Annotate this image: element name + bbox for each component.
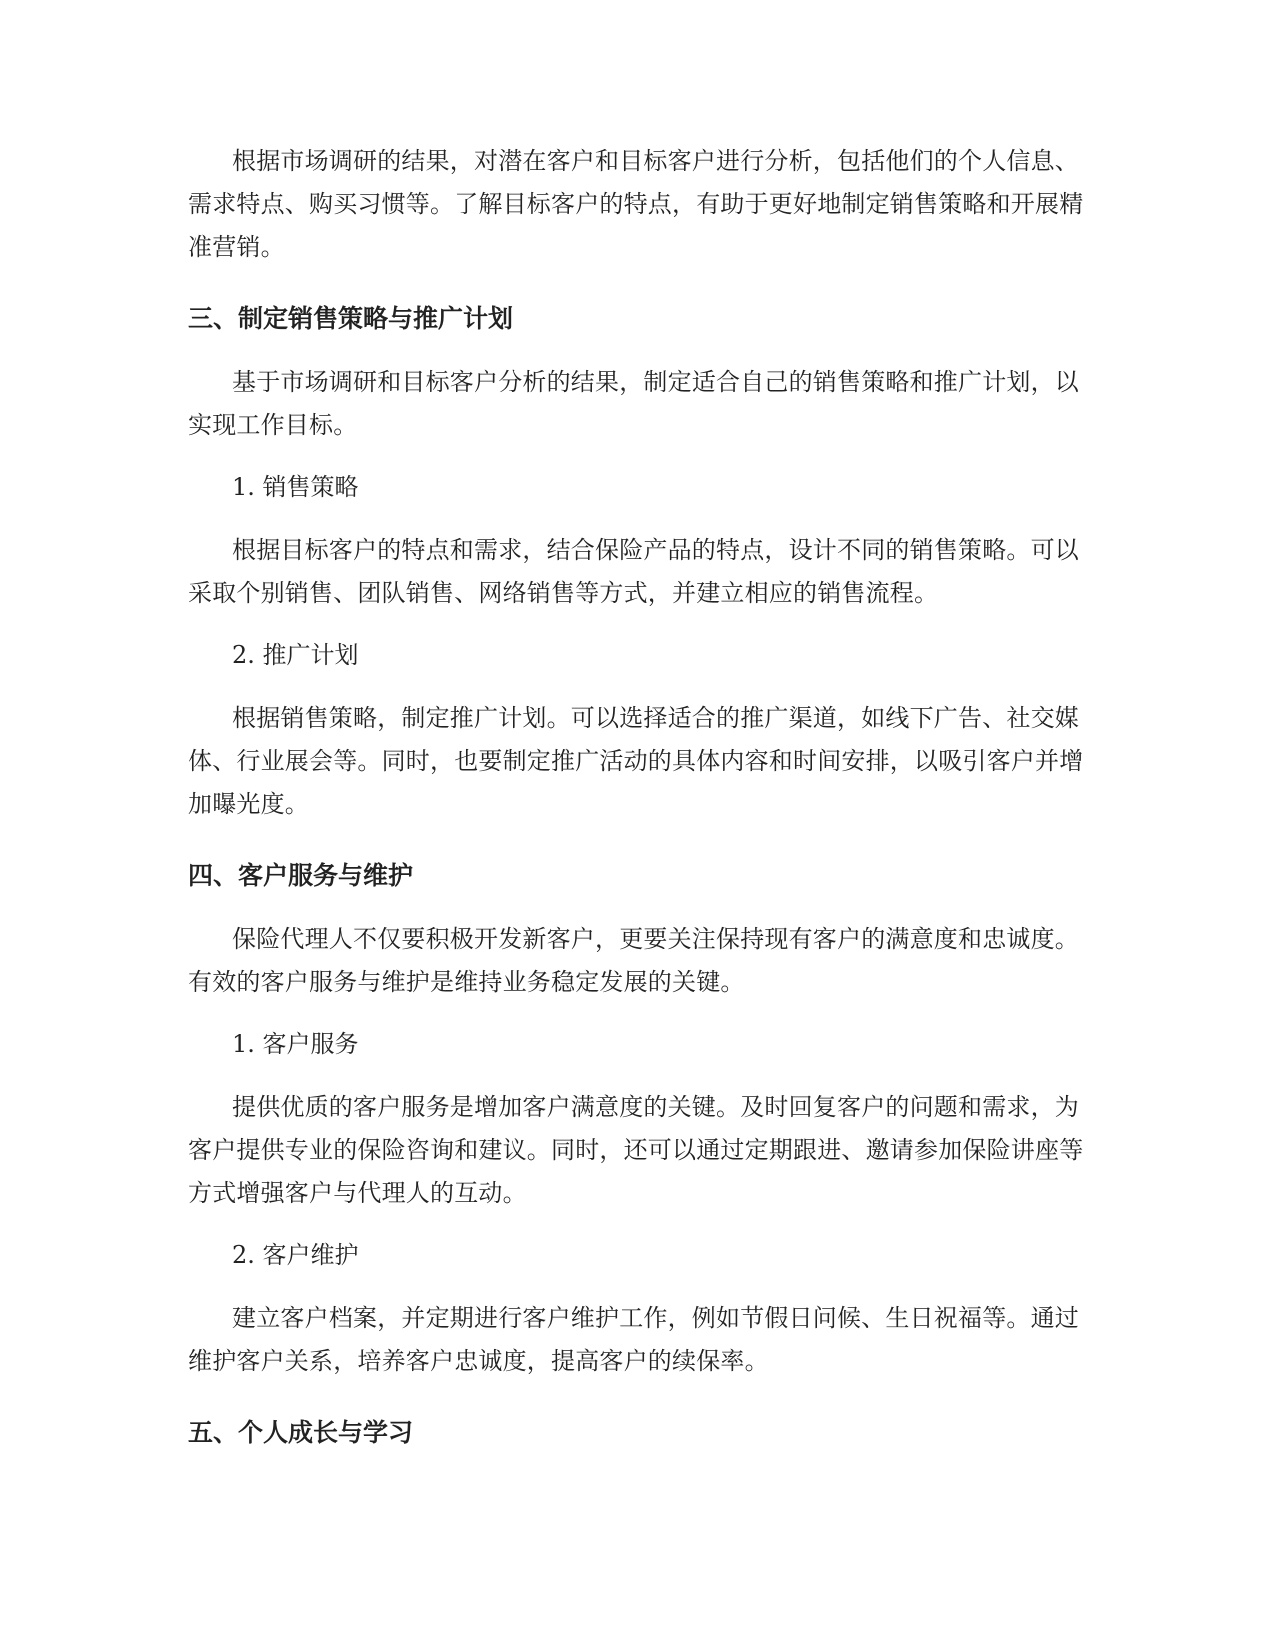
subheading-sales-strategy: 1. 销售策略 bbox=[232, 473, 359, 501]
paragraph-service-intro: 保险代理人不仅要积极开发新客户，更要关注保持现有客户的满意度和忠诚度。有效的客户服务与维护是维持业务稳定发展的关键。 bbox=[188, 925, 1079, 996]
paragraph-customer-analysis: 根据市场调研的结果，对潜在客户和目标客户进行分析，包括他们的个人信息、需求特点、购买习惯等。了解目标客户的特点，有助于更好地制定销售策略和开展精准营销。 bbox=[188, 147, 1084, 261]
subheading-customer-maintenance: 2. 客户维护 bbox=[232, 1241, 359, 1269]
heading-customer-service: 四、客户服务与维护 bbox=[188, 861, 414, 890]
paragraph-customer-maintenance: 建立客户档案，并定期进行客户维护工作，例如节假日问候、生日祝福等。通过维护客户关系，培养客户忠诚度，提高客户的续保率。 bbox=[188, 1304, 1079, 1375]
paragraph-customer-service: 提供优质的客户服务是增加客户满意度的关键。及时回复客户的问题和需求，为客户提供专业的保险咨询和建议。同时，还可以通过定期跟进、邀请参加保险讲座等方式增强客户与代理人的互动。 bbox=[188, 1093, 1084, 1207]
paragraph-sales-strategy: 根据目标客户的特点和需求，结合保险产品的特点，设计不同的销售策略。可以采取个别销售、团队销售、网络销售等方式，并建立相应的销售流程。 bbox=[188, 536, 1079, 607]
heading-personal-growth: 五、个人成长与学习 bbox=[188, 1418, 414, 1447]
paragraph-strategy-intro: 基于市场调研和目标客户分析的结果，制定适合自己的销售策略和推广计划，以实现工作目标。 bbox=[188, 368, 1079, 439]
document-page bbox=[188, 140, 1088, 1475]
subheading-customer-service: 1. 客户服务 bbox=[232, 1030, 359, 1058]
heading-sales-strategy: 三、制定销售策略与推广计划 bbox=[188, 304, 514, 333]
paragraph-promotion-plan: 根据销售策略，制定推广计划。可以选择适合的推广渠道，如线下广告、社交媒体、行业展会等。同时，也要制定推广活动的具体内容和时间安排，以吸引客户并增加曝光度。 bbox=[188, 704, 1084, 818]
subheading-promotion-plan: 2. 推广计划 bbox=[232, 641, 359, 669]
